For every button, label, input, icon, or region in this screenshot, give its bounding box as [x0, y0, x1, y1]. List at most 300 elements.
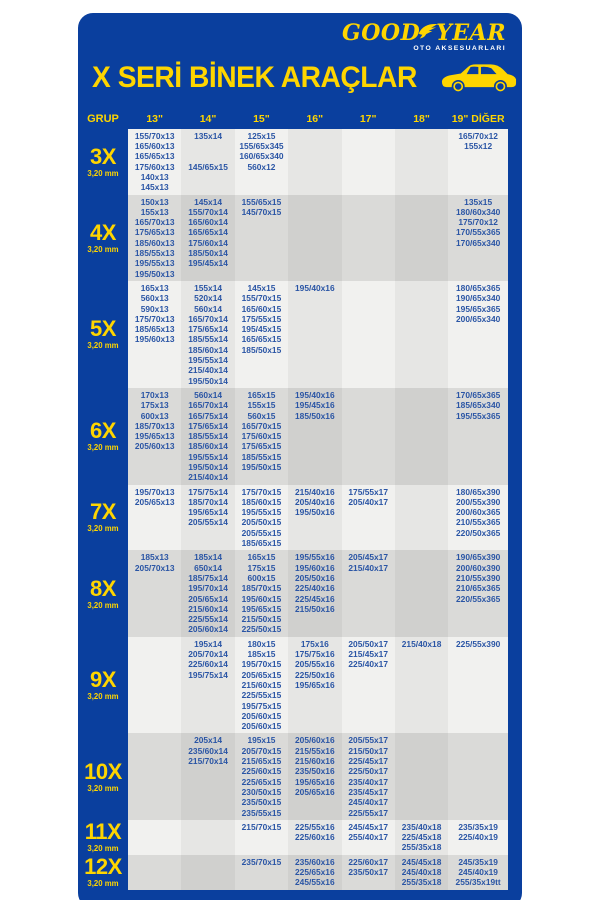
tire-size: 185/50x14	[188, 248, 228, 259]
tire-size: 165/65x13	[134, 151, 175, 162]
size-cell-5x-17in	[342, 281, 395, 388]
tire-size: 180x15	[247, 638, 276, 649]
tire-size: 195/60x16	[295, 562, 335, 573]
tire-size: 245/55x16	[295, 877, 335, 888]
size-cell-6x-15in	[235, 388, 288, 485]
tire-size: 165x15	[247, 389, 276, 400]
tire-size: 215/60x15	[241, 679, 282, 690]
tire-size: 165/70x14	[188, 400, 228, 411]
size-cell-5x-14in	[181, 281, 234, 388]
car-icon	[440, 60, 518, 96]
tire-size: 600x15	[247, 572, 276, 583]
tire-size: 185/70x15	[241, 583, 282, 594]
tire-size: 165x13	[140, 282, 169, 293]
tire-size: 170/65x365	[456, 389, 501, 400]
group-name: 12X	[84, 854, 122, 880]
column-header-16: 16"	[306, 112, 324, 125]
group-label-3x	[78, 129, 128, 195]
group-label-10x	[78, 733, 128, 819]
column-header-13: 13"	[146, 112, 164, 125]
tire-size: 155/70x14	[188, 206, 228, 217]
tire-size: 205/55x14	[188, 517, 228, 528]
tire-size: 175/65x13	[134, 227, 175, 238]
tire-size: 195/60x13	[134, 334, 175, 345]
tire-size: 225/40x17	[348, 659, 388, 670]
tire-size: 235/70x15	[241, 856, 282, 867]
tire-size: 195/65x365	[456, 303, 501, 314]
tire-size: 205/55x15	[241, 527, 282, 538]
size-cell-8x-14in	[181, 550, 234, 636]
size-cell-8x-19in	[448, 550, 508, 636]
tire-size: 560x15	[247, 410, 276, 421]
tire-size: 650x14	[194, 562, 223, 573]
tire-size: 175/65x14	[188, 420, 228, 431]
size-cell-4x-13in	[128, 195, 181, 281]
group-label-11x	[78, 820, 128, 855]
tire-size: 185/50x16	[295, 410, 335, 421]
tire-size: 215/50x16	[295, 603, 335, 614]
tire-size: 225/50x17	[348, 766, 388, 777]
column-header-14: 14"	[199, 112, 217, 125]
size-cell-9x-14in	[181, 637, 234, 734]
group-cells	[128, 637, 508, 734]
tire-size: 195/70x14	[188, 583, 228, 594]
size-cell-3x-15in	[235, 129, 288, 195]
tire-size: 205/60x16	[295, 735, 335, 746]
tire-size: 195/45x14	[188, 258, 228, 269]
tire-size: 195/45x15	[241, 324, 282, 335]
tire-size: 235/50x17	[348, 866, 388, 877]
size-cell-11x-16in	[288, 820, 341, 855]
size-cell-5x-16in	[288, 281, 341, 388]
tire-size: 165/60x13	[134, 141, 175, 152]
tire-size: 195/50x13	[134, 268, 175, 279]
tire-size: 590x13	[140, 303, 169, 314]
group-row-6x	[78, 388, 508, 485]
tire-size: 225/65x16	[295, 866, 335, 877]
tire-size: 245/35x19	[458, 856, 498, 867]
tire-size: 175x13	[140, 400, 169, 411]
tire-size: 175/70x13	[134, 313, 175, 324]
tire-size: 225/40x16	[295, 583, 335, 594]
tire-size: 215/60x16	[295, 756, 335, 767]
tire-size: 175/60x15	[241, 431, 282, 442]
group-label-4x	[78, 195, 128, 281]
group-row-9x	[78, 637, 508, 734]
tire-size: 165/70x13	[134, 217, 175, 228]
tire-size: 235/35x19	[458, 821, 498, 832]
tire-size: 560x14	[194, 303, 223, 314]
tire-size: 195/50x15	[241, 462, 282, 472]
size-cell-11x-18in	[395, 820, 448, 855]
tire-size: 165/60x15	[241, 303, 282, 314]
size-cell-3x-17in	[342, 129, 395, 195]
tire-size: 205x14	[194, 735, 223, 746]
tire-size: 235/40x17	[348, 776, 388, 787]
tire-size: 185/75x14	[188, 572, 228, 583]
title-row	[78, 56, 522, 100]
size-cell-11x-17in	[342, 820, 395, 855]
tire-size: 205/60x13	[134, 441, 175, 452]
group-label-5x	[78, 281, 128, 388]
tire-size: 195/75x14	[188, 669, 228, 680]
tire-size: 560x14	[194, 389, 223, 400]
group-name: 11X	[84, 819, 122, 845]
tire-size: 215/40x14	[188, 472, 228, 483]
tire-size: 195/75x15	[241, 700, 282, 711]
group-name: 7X	[90, 499, 116, 525]
size-cell-12x-18in	[395, 855, 448, 890]
tire-size: 195/55x13	[134, 258, 175, 269]
size-cell-6x-17in	[342, 388, 395, 485]
group-label-8x	[78, 550, 128, 636]
size-cell-11x-15in	[235, 820, 288, 855]
tire-size: 195/65x14	[188, 507, 228, 518]
tire-size: 195/70x15	[241, 659, 282, 670]
tire-size: 205/50x15	[241, 517, 282, 528]
tire-size: 125x15	[247, 130, 276, 141]
tire-size: 195x14	[194, 638, 223, 649]
tire-size: 155/70x15	[241, 293, 282, 304]
tire-size: 205/50x17	[348, 638, 388, 649]
size-cell-5x-19in	[448, 281, 508, 388]
size-cell-11x-14in	[181, 820, 234, 855]
tire-size: 135x15	[464, 196, 493, 207]
column-header-17: 17"	[359, 112, 377, 125]
tire-size: 145x14	[194, 196, 223, 207]
tire-size: 225/55x390	[456, 638, 501, 649]
grup-column-header: GRUP	[87, 112, 119, 125]
wingfoot-icon	[418, 22, 438, 40]
tire-size: 165/70x15	[241, 420, 282, 431]
size-cell-8x-16in	[288, 550, 341, 636]
tire-size: 185/65x13	[134, 324, 175, 335]
tire-size: 195/70x13	[134, 486, 175, 497]
tire-size: 215/65x15	[241, 756, 282, 767]
size-cell-9x-13in	[128, 637, 181, 734]
tire-size: 185/65x15	[241, 538, 282, 549]
tire-size: 185/55x15	[241, 451, 282, 462]
tire-size: 165/60x14	[188, 217, 228, 228]
tire-size: 205/55x16	[295, 659, 335, 670]
tire-size: 135x14	[194, 130, 223, 141]
tire-size: 175/55x17	[348, 486, 388, 497]
group-cells	[128, 281, 508, 388]
tire-size: 145/65x15	[188, 161, 228, 172]
size-cell-4x-14in	[181, 195, 234, 281]
tire-size: 220/50x365	[456, 527, 501, 538]
tire-size: 185/60x14	[188, 441, 228, 452]
size-cell-9x-17in	[342, 637, 395, 734]
group-cells	[128, 550, 508, 636]
tire-size: 175/55x15	[241, 313, 282, 324]
tire-size: 200/60x365	[456, 507, 501, 518]
size-cell-3x-16in	[288, 129, 341, 195]
tire-size: 155/65x345	[239, 141, 284, 152]
goodyear-size-chart-card	[78, 13, 522, 900]
tire-size: 225/55x14	[188, 614, 228, 625]
tire-size: 165/65x15	[241, 334, 282, 345]
size-cell-4x-16in	[288, 195, 341, 281]
tire-size: 255/40x17	[348, 832, 388, 843]
tire-size: 180/60x340	[456, 206, 501, 217]
page-title: X SERİ BİNEK ARAÇLAR	[92, 60, 417, 94]
group-thickness: 3,20 mm	[87, 341, 119, 351]
tire-size: 175/60x13	[134, 161, 175, 172]
logo-good-text: GOOD	[341, 20, 421, 46]
group-row-11x	[78, 820, 508, 855]
tire-size: 255/35x18	[401, 877, 442, 888]
group-row-12x	[78, 855, 508, 890]
size-cell-12x-19in	[448, 855, 508, 890]
tire-size: 175/70x15	[241, 486, 282, 497]
tire-size: 200/65x340	[456, 313, 501, 324]
size-cell-10x-14in	[181, 733, 234, 819]
tire-size: 195/65x15	[241, 603, 282, 614]
tire-size: 155x13	[140, 206, 169, 217]
tire-size: 520x14	[194, 293, 223, 304]
tire-size: 205/70x14	[188, 649, 228, 660]
size-cell-4x-15in	[235, 195, 288, 281]
group-thickness: 3,20 mm	[87, 879, 119, 889]
tire-size: 175/65x14	[188, 324, 228, 335]
tire-size: 205/70x15	[241, 745, 282, 756]
table-body	[78, 129, 522, 890]
tire-size: 205/60x14	[188, 624, 228, 635]
size-cell-4x-18in	[395, 195, 448, 281]
tire-size	[181, 151, 234, 161]
size-cell-6x-18in	[395, 388, 448, 485]
tire-size: 175/60x14	[188, 237, 228, 248]
size-cell-4x-17in	[342, 195, 395, 281]
table-header-columns	[128, 113, 508, 125]
tire-size: 225/60x16	[295, 832, 335, 843]
size-cell-7x-14in	[181, 485, 234, 551]
group-label-12x	[78, 855, 128, 890]
size-cell-5x-18in	[395, 281, 448, 388]
size-cell-9x-19in	[448, 637, 508, 734]
tire-size: 225/60x17	[348, 856, 388, 867]
size-cell-3x-14in	[181, 129, 234, 195]
group-name: 10X	[84, 758, 122, 784]
table-header	[78, 109, 522, 129]
tire-size: 225/40x19	[458, 832, 498, 843]
tire-size: 195/55x15	[241, 507, 282, 518]
group-row-7x	[78, 485, 508, 551]
tire-size: 195/65x13	[134, 431, 175, 442]
tire-size: 225/50x15	[241, 624, 282, 635]
tire-size: 225/45x18	[401, 832, 442, 843]
tire-size: 195x15	[247, 735, 276, 746]
tire-size: 225/45x16	[295, 593, 335, 604]
size-cell-5x-13in	[128, 281, 181, 388]
size-cell-10x-15in	[235, 733, 288, 819]
tire-size: 165/70x12	[458, 130, 498, 141]
tire-size: 175x16	[300, 638, 329, 649]
column-header-18: 18"	[413, 112, 430, 125]
tire-size: 165/70x14	[188, 313, 228, 324]
size-cell-12x-13in	[128, 855, 181, 890]
tire-size: 170/65x340	[456, 237, 501, 248]
tire-size: 170/55x365	[456, 227, 501, 238]
tire-size: 235/45x17	[348, 786, 388, 797]
tire-size: 165/75x14	[188, 410, 228, 421]
tire-size: 255/35x18	[401, 842, 442, 853]
tire-size: 225/45x17	[348, 756, 388, 767]
tire-size: 165x15	[247, 552, 276, 563]
tire-size: 205/60x15	[241, 721, 282, 732]
tire-size: 185x14	[194, 552, 223, 563]
tire-size: 245/40x17	[348, 797, 388, 808]
group-thickness: 3,20 mm	[87, 443, 119, 453]
tire-size: 180/65x390	[456, 486, 501, 497]
tire-size: 195/65x16	[295, 776, 335, 787]
tire-size: 215/40x14	[188, 365, 228, 376]
size-cell-7x-15in	[235, 485, 288, 551]
tire-size: 185/60x15	[241, 496, 282, 507]
size-cell-6x-14in	[181, 388, 234, 485]
tire-size: 205/65x16	[295, 786, 335, 797]
tire-size: 225/60x15	[241, 766, 282, 777]
group-row-8x	[78, 550, 508, 636]
tire-size: 245/45x17	[348, 821, 388, 832]
column-header-15: 15"	[253, 112, 270, 125]
group-cells	[128, 733, 508, 819]
tire-size: 195/40x16	[295, 389, 335, 400]
size-cell-6x-16in	[288, 388, 341, 485]
group-cells	[128, 129, 508, 195]
tire-size: 190/65x340	[456, 293, 501, 304]
tire-size: 165/65x14	[188, 227, 228, 238]
tire-size: 210/55x365	[456, 517, 501, 528]
tire-size: 195/50x14	[188, 462, 228, 472]
group-cells	[128, 820, 508, 855]
tire-size: 195/45x16	[295, 400, 335, 411]
tire-size: 190/65x390	[456, 552, 501, 563]
size-cell-6x-19in	[448, 388, 508, 485]
group-name: 6X	[90, 418, 116, 444]
tire-size: 195/60x15	[241, 593, 282, 604]
tire-size: 245/40x18	[401, 866, 442, 877]
tire-size: 560x12	[247, 161, 276, 172]
tire-size: 245/45x18	[401, 856, 442, 867]
tire-size: 600x13	[140, 410, 169, 421]
size-cell-10x-13in	[128, 733, 181, 819]
tire-size: 235/60x14	[188, 745, 228, 756]
tire-size: 245/40x19	[458, 866, 498, 877]
tire-size: 255/35x19tt	[455, 877, 501, 888]
tire-size: 215/50x15	[241, 614, 282, 625]
tire-size: 215/40x18	[401, 638, 442, 649]
tire-size: 235/40x18	[401, 821, 442, 832]
tire-size: 225/60x14	[188, 659, 228, 670]
size-cell-3x-19in	[448, 129, 508, 195]
tire-size: 175/65x15	[241, 441, 282, 452]
column-header-19: 19" DİĞER	[451, 112, 505, 125]
tire-size: 170x13	[140, 389, 169, 400]
group-cells	[128, 485, 508, 551]
tire-size: 175/75x16	[295, 649, 335, 660]
tire-size: 155x15	[247, 400, 276, 411]
tire-size: 185/55x13	[134, 248, 175, 259]
tire-size: 205/65x15	[241, 669, 282, 680]
tire-size: 145/70x15	[241, 206, 282, 217]
tire-size: 215/40x17	[348, 562, 388, 573]
size-cell-8x-18in	[395, 550, 448, 636]
tire-size: 215/60x14	[188, 603, 228, 614]
size-cell-7x-13in	[128, 485, 181, 551]
size-cell-8x-13in	[128, 550, 181, 636]
tire-size: 155x14	[194, 282, 223, 293]
tire-size: 205/70x13	[134, 562, 175, 573]
tire-size: 195/55x14	[188, 355, 228, 366]
tire-size: 225/55x17	[348, 807, 388, 818]
size-cell-6x-13in	[128, 388, 181, 485]
brand-subtitle: OTO AKSESUARLARI	[413, 45, 506, 52]
size-cell-5x-15in	[235, 281, 288, 388]
tire-size: 175x15	[247, 562, 276, 573]
tire-size: 560x13	[140, 293, 169, 304]
group-row-10x	[78, 733, 508, 819]
tire-size: 195/50x16	[295, 507, 335, 518]
tire-size: 185/70x13	[134, 420, 175, 431]
group-name: 8X	[90, 575, 116, 601]
size-cell-10x-16in	[288, 733, 341, 819]
tire-size: 180/65x365	[456, 282, 501, 293]
tire-size	[181, 141, 234, 151]
tire-size: 210/65x365	[456, 583, 501, 594]
tire-size: 215/50x17	[348, 745, 388, 756]
tire-size: 145x13	[140, 182, 169, 193]
tire-size: 225/50x16	[295, 669, 335, 680]
tire-size: 155x12	[464, 141, 493, 152]
tire-size: 215/40x16	[295, 486, 335, 497]
group-row-3x	[78, 129, 508, 195]
tire-size: 195/40x16	[295, 282, 335, 293]
tire-size: 210/55x390	[456, 572, 501, 583]
tire-size: 200/55x390	[456, 496, 501, 507]
size-cell-12x-14in	[181, 855, 234, 890]
tire-size: 235/50x16	[295, 766, 335, 777]
tire-size: 140x13	[140, 171, 169, 182]
tire-size: 195/55x14	[188, 451, 228, 462]
size-cell-8x-15in	[235, 550, 288, 636]
tire-size: 195/55x16	[295, 552, 335, 563]
tire-size: 205/65x14	[188, 593, 228, 604]
group-cells	[128, 855, 508, 890]
tire-size: 205/65x13	[134, 496, 175, 507]
size-cell-10x-17in	[342, 733, 395, 819]
tire-size: 200/60x390	[456, 562, 501, 573]
tire-size: 175/75x14	[188, 486, 228, 497]
group-thickness: 3,20 mm	[87, 692, 119, 702]
tire-size: 155/70x13	[134, 130, 175, 141]
group-label-7x	[78, 485, 128, 551]
tire-size: 185/65x340	[456, 400, 501, 411]
tire-size: 185/55x14	[188, 431, 228, 442]
size-cell-10x-18in	[395, 733, 448, 819]
group-row-4x	[78, 195, 508, 281]
logo-year-text: YEAR	[436, 20, 506, 46]
group-label-9x	[78, 637, 128, 734]
size-cell-10x-19in	[448, 733, 508, 819]
size-cell-3x-13in	[128, 129, 181, 195]
size-cell-3x-18in	[395, 129, 448, 195]
tire-size: 235/50x15	[241, 797, 282, 808]
tire-size: 160/65x340	[239, 151, 284, 162]
tire-size: 215/70x14	[188, 756, 228, 767]
group-cells	[128, 388, 508, 485]
